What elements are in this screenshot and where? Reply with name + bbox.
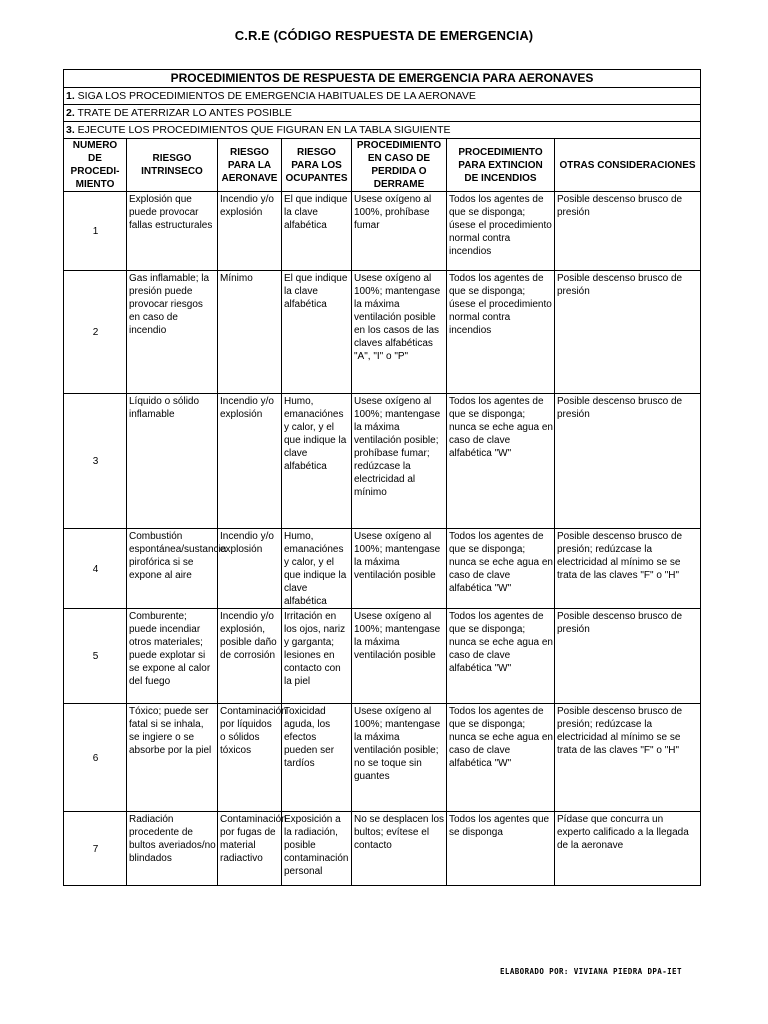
cell-otras: Posible descenso brusco de presión; redúzcase la electricidad al mínimo se se trata de las claves "F" o "H" — [555, 704, 701, 812]
procedures-rows — [64, 192, 701, 886]
cell-aeronave: Contaminación por líquidos o sólidos tóxicos — [218, 704, 282, 812]
cell-derrame: No se desplacen los bultos; evítese el contacto — [352, 812, 447, 886]
instruction-text: TRATE DE ATERRIZAR LO ANTES POSIBLE — [74, 106, 292, 119]
cell-ocupantes: Irritación en los ojos, nariz y garganta; lesiones en contacto con la piel — [282, 609, 352, 704]
cell-aeronave: Mínimo — [218, 271, 282, 394]
column-header-extincion: PROCEDIMIENTO PARA EXTINCION DE INCENDIOS — [447, 139, 555, 192]
instruction-text: SIGA LOS PROCEDIMIENTOS DE EMERGENCIA HABITUALES DE LA AERONAVE — [74, 89, 476, 102]
cell-derrame: Usese oxígeno al 100%; mantengase la máxima ventilación posible; no se toque sin guantes — [352, 704, 447, 812]
procedure-number-cell: 5 — [64, 609, 127, 704]
instruction-item — [64, 88, 701, 105]
cell-intrinseco: Comburente; puede incendiar otros materiales; puede explotar si se expone al calor del fuego — [127, 609, 218, 704]
cell-extincion: Todos los agentes de que se disponga; úsese el procedimiento normal contra incendios — [447, 192, 555, 271]
table-row — [64, 704, 701, 812]
instruction-text: EJECUTE LOS PROCEDIMIENTOS QUE FIGURAN EN LA TABLA SIGUIENTE — [74, 123, 451, 136]
cell-aeronave: Contaminación por fugas de material radiactivo — [218, 812, 282, 886]
instruction-number: 2. — [66, 106, 75, 119]
procedure-number-cell: 2 — [64, 271, 127, 394]
cell-otras: Posible descenso brusco de presión — [555, 271, 701, 394]
table-row — [64, 192, 701, 271]
procedure-number-cell: 4 — [64, 529, 127, 609]
cell-otras: Posible descenso brusco de presión — [555, 192, 701, 271]
cell-ocupantes: Humo, emanaciónes y calor, y el que indique la clave alfabética — [282, 529, 352, 609]
table-row — [64, 812, 701, 886]
cell-intrinseco: Gas inflamable; la presión puede provocar riesgos en caso de incendio — [127, 271, 218, 394]
footer-credit: ELABORADO POR: VIVIANA PIEDRA DPA-IET — [500, 967, 682, 976]
procedure-number-cell: 7 — [64, 812, 127, 886]
procedure-number-cell: 6 — [64, 704, 127, 812]
cell-aeronave: Incendio y/o explosión — [218, 394, 282, 529]
table-title: PROCEDIMIENTOS DE RESPUESTA DE EMERGENCIA PARA AERONAVES — [64, 70, 701, 88]
table-row — [64, 271, 701, 394]
cell-otras: Posible descenso brusco de presión — [555, 394, 701, 529]
cell-intrinseco: Líquido o sólido inflamable — [127, 394, 218, 529]
cell-extincion: Todos los agentes de que se disponga; úsese el procedimiento normal contra incendios — [447, 271, 555, 394]
cell-derrame: Usese oxígeno al 100%, prohíbase fumar — [352, 192, 447, 271]
cell-ocupantes: Exposición a la radiación, posible contaminación personal — [282, 812, 352, 886]
cell-derrame: Usese oxígeno al 100%; mantengase la máxima ventilación posible — [352, 529, 447, 609]
procedure-number-cell: 3 — [64, 394, 127, 529]
cell-extincion: Todos los agentes que se disponga — [447, 812, 555, 886]
cell-intrinseco: Explosión que puede provocar fallas estructurales — [127, 192, 218, 271]
cell-derrame: Usese oxígeno al 100%; mantengase la máxima ventilación posible — [352, 609, 447, 704]
cell-intrinseco: Combustión espontánea/sustancia pirofórica si se expone al aire — [127, 529, 218, 609]
column-header-riesgo-intrinseco: RIESGO INTRINSECO — [127, 139, 218, 192]
cell-aeronave: Incendio y/o explosión, posible daño de corrosión — [218, 609, 282, 704]
cell-ocupantes: El que indique la clave alfabética — [282, 192, 352, 271]
table-row — [64, 394, 701, 529]
cell-extincion: Todos los agentes de que se disponga; nunca se eche agua en caso de clave alfabética "W" — [447, 394, 555, 529]
cell-ocupantes: Humo, emanaciónes y calor, y el que indique la clave alfabética — [282, 394, 352, 529]
column-header-otras: OTRAS CONSIDERACIONES — [555, 139, 701, 192]
cell-intrinseco: Radiación procedente de bultos averiados/no blindados — [127, 812, 218, 886]
table-row — [64, 609, 701, 704]
cell-otras: Posible descenso brusco de presión; redúzcase la electricidad al mínimo se se trata de las claves "F" o "H" — [555, 529, 701, 609]
cell-extincion: Todos los agentes de que se disponga; nunca se eche agua en caso de clave alfabética "W" — [447, 529, 555, 609]
procedures-table — [63, 69, 701, 886]
cell-aeronave: Incendio y/o explosión — [218, 529, 282, 609]
instruction-number: 3. — [66, 123, 75, 136]
column-header-numero: NUMERO DE PROCEDI- MIENTO — [64, 139, 127, 192]
cell-extincion: Todos los agentes de que se disponga; nunca se eche agua en caso de clave alfabética "W" — [447, 704, 555, 812]
procedure-number-cell: 1 — [64, 192, 127, 271]
instruction-item — [64, 122, 701, 139]
cell-derrame: Usese oxígeno al 100%; mantengase la máxima ventilación posible en los casos de las claves alfabéticas "A", "I" o "P" — [352, 271, 447, 394]
cell-otras: Pídase que concurra un experto calificado a la llegada de la aeronave — [555, 812, 701, 886]
document-title: C.R.E (CÓDIGO RESPUESTA DE EMERGENCIA) — [234, 28, 534, 43]
table-row — [64, 529, 701, 609]
cell-ocupantes: El que indique la clave alfabética — [282, 271, 352, 394]
instruction-item — [64, 105, 701, 122]
cell-intrinseco: Tóxico; puede ser fatal si se inhala, se ingiere o se absorbe por la piel — [127, 704, 218, 812]
instruction-number: 1. — [66, 89, 75, 102]
cell-extincion: Todos los agentes de que se disponga; nunca se eche agua en caso de clave alfabética "W" — [447, 609, 555, 704]
column-header-riesgo-aeronave: RIESGO PARA LA AERONAVE — [218, 139, 282, 192]
cell-derrame: Usese oxígeno al 100%; mantengase la máxima ventilación posible; prohíbase fumar; redúzcase la electricidad al mínimo — [352, 394, 447, 529]
column-header-riesgo-ocupantes: RIESGO PARA LOS OCUPANTES — [282, 139, 352, 192]
cell-aeronave: Incendio y/o explosión — [218, 192, 282, 271]
column-header-derrame: PROCEDIMIENTO EN CASO DE PERDIDA O DERRAME — [352, 139, 447, 192]
cell-ocupantes: Toxicidad aguda, los efectos pueden ser tardíos — [282, 704, 352, 812]
cell-otras: Posible descenso brusco de presión — [555, 609, 701, 704]
